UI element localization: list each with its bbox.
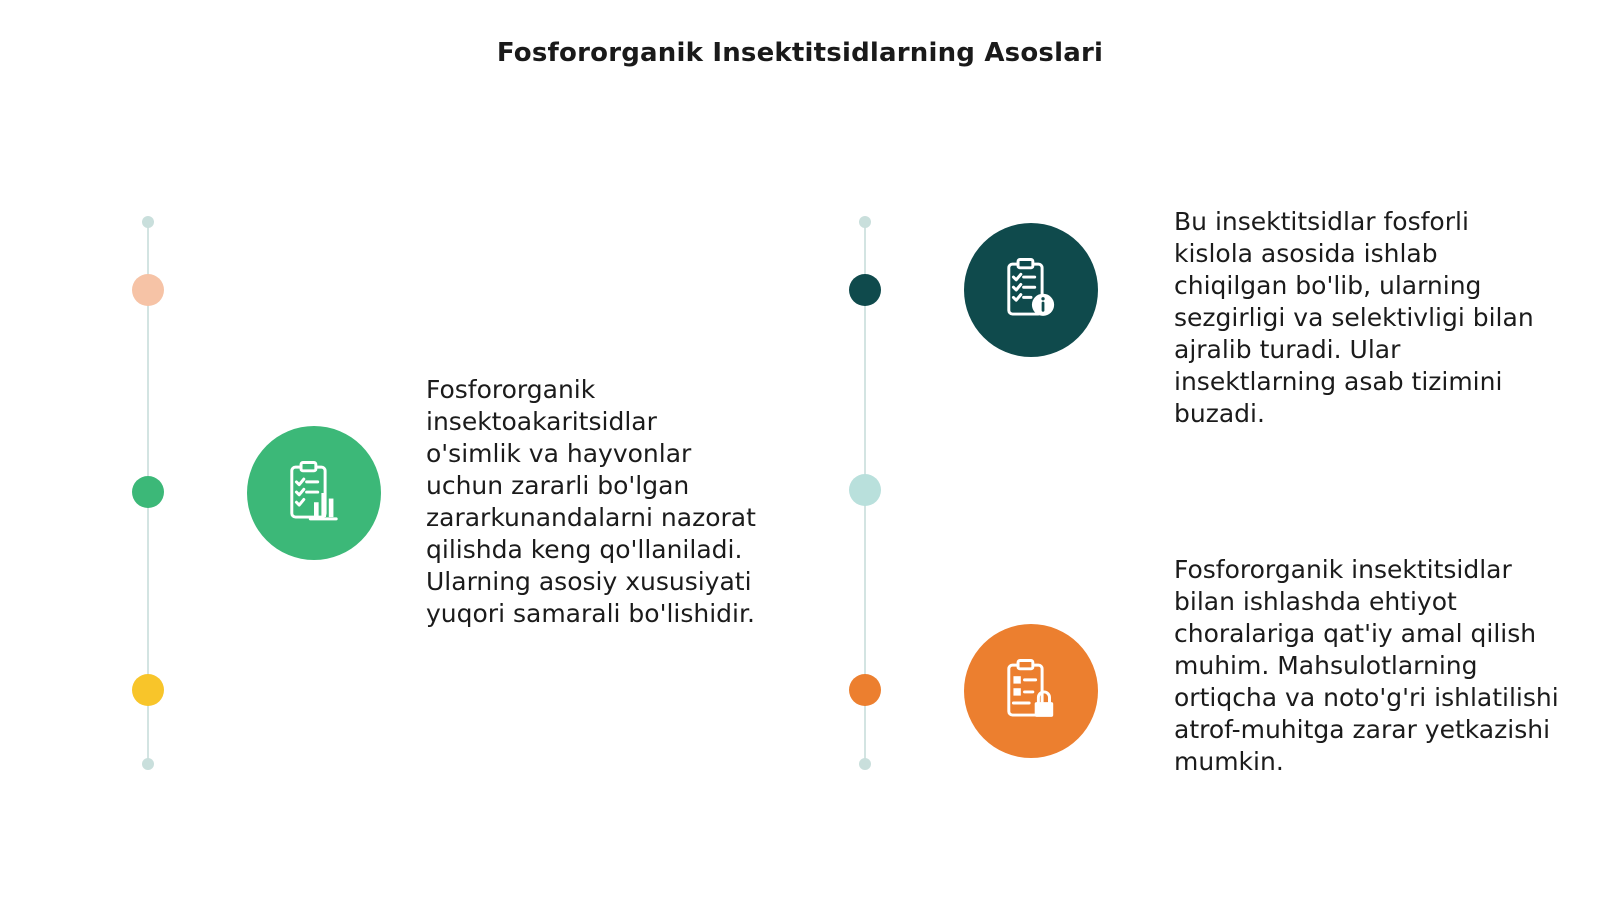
item-2-text: Bu insektitsidlar fosforli kislola asosida ishlab chiqilgan bo'lib, ularning sezgirligi va selektivligi bilan ajralib turadi. Ular insektlarning asab tizimini buzadi.	[1174, 207, 1534, 428]
left-timeline-node-yellow	[132, 674, 164, 706]
right-timeline-node-dark-teal	[849, 274, 881, 306]
clipboard-chart-icon	[247, 426, 381, 560]
right-timeline-node-orange	[849, 674, 881, 706]
item-1-text: Fosfororganik insektoakaritsidlar o'simlik va hayvonlar uchun zararli bo'lgan zararkunandalarni nazorat qilishda keng qo'llaniladi. Ularning asosiy xususiyati yuqori samarali bo'lishidir.	[426, 375, 756, 628]
left-timeline-end-dot	[142, 758, 154, 770]
clipboard-lock-icon	[964, 624, 1098, 758]
right-timeline-node-light-teal	[849, 474, 881, 506]
clipboard-info-icon	[964, 223, 1098, 357]
item-3-text: Fosfororganik insektitsidlar bilan ishlashda ehtiyot choralariga qat'iy amal qilish muhim. Mahsulotlarning ortiqcha va noto'g'ri ishlatilishi atrof-muhitga zarar yetkazishi mumkin.	[1174, 555, 1559, 776]
left-timeline-node-peach	[132, 274, 164, 306]
left-timeline-start-dot	[142, 216, 154, 228]
right-timeline-start-dot	[859, 216, 871, 228]
page-title: Fosfororganik Insektitsidlarning Asoslari	[496, 38, 1104, 68]
left-timeline-node-green	[132, 476, 164, 508]
right-timeline-end-dot	[859, 758, 871, 770]
